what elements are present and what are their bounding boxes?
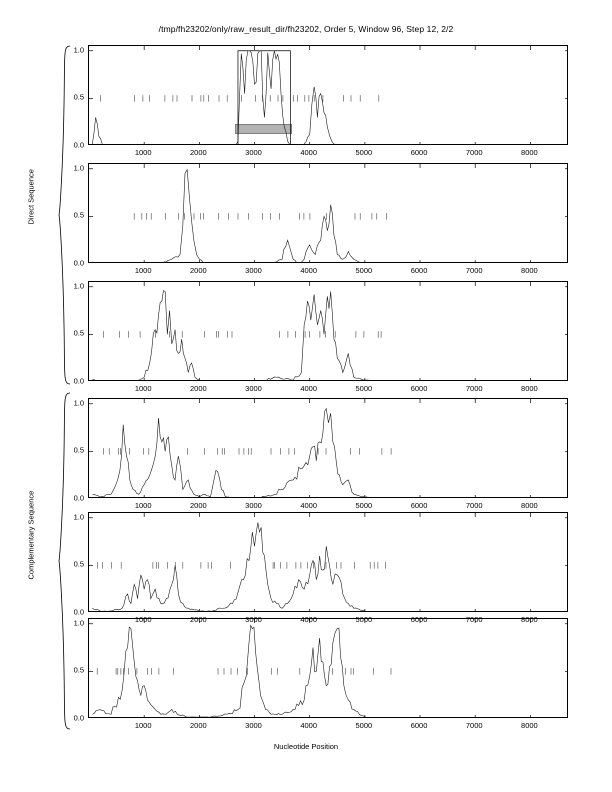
y-tick-label: 1.0 [73,398,84,408]
series-canvas-6 [89,619,568,718]
series-line-score [92,625,563,718]
x-tick-label: 7000 [465,501,483,510]
y-tick-label: 0.5 [73,328,84,338]
x-tick-label: 4000 [300,384,318,393]
x-tick-label: 3000 [245,148,262,157]
y-tick-label: 0.5 [73,665,84,675]
x-tick-label: 6000 [410,384,428,393]
x-tick-label: 1000 [134,501,152,510]
x-tick-label: 4000 [300,501,318,510]
x-tick-label: 2000 [190,148,207,157]
y-axis-title-direct [26,169,36,225]
x-tick-label: 4000 [300,266,318,275]
x-tick-label: 6000 [410,266,428,275]
y-tick-label: 1.0 [73,512,84,522]
plot-area-3 [88,281,568,381]
y-axis-title-complementary [26,490,36,580]
x-tick-label: 2000 [190,384,207,393]
y-tick-label: 0.0 [73,376,84,386]
series-line-score [92,291,563,381]
series-canvas-5 [89,513,568,612]
x-tick-label: 3000 [245,384,262,393]
x-tick-label: 5000 [355,148,373,157]
feature-tick-row-5 [98,562,386,568]
y-tick-label: 0.5 [73,445,84,455]
plot-panel-2 [73,163,568,275]
x-tick-label: 2000 [190,615,207,624]
plot-area-6 [88,618,568,718]
x-tick-label: 8000 [521,615,538,624]
series-line-score [92,523,563,612]
x-tick-label: 7000 [465,721,483,730]
x-tick-label: 1000 [134,148,152,157]
y-tick-label: 1.0 [73,45,84,55]
y-tick-label: 0.0 [73,713,84,723]
feature-tick-row-2 [134,213,386,219]
x-tick-label: 8000 [521,266,538,275]
x-tick-label: 5000 [355,501,373,510]
plot-area-2 [88,163,568,263]
series-canvas-2 [89,164,568,263]
series-line-score [92,51,563,145]
x-tick-label: 2000 [190,721,207,730]
x-tick-label: 5000 [355,615,373,624]
x-tick-label: 2000 [190,266,207,275]
plot-panel-1 [73,45,568,157]
y-tick-label: 0.5 [73,559,84,569]
feature-tick-row-3 [103,331,381,337]
y-axis-title-direct-label: Direct Sequence [26,169,36,225]
x-tick-label: 3000 [245,721,262,730]
y-tick-label: 0.0 [73,607,84,617]
x-tick-label: 1000 [134,615,152,624]
x-tick-label: 8000 [521,148,538,157]
x-tick-label: 3000 [245,501,262,510]
x-tick-label: 3000 [245,266,262,275]
y-tick-label: 1.0 [73,163,84,173]
x-tick-label: 5000 [355,721,373,730]
x-tick-label: 7000 [465,384,483,393]
x-tick-label: 7000 [465,148,483,157]
plot-panel-6 [73,618,568,730]
x-tick-label: 8000 [521,384,538,393]
feature-tick-row-4 [104,448,392,454]
plot-panel-4 [73,398,568,510]
x-tick-label: 7000 [465,615,483,624]
x-tick-label: 5000 [355,266,373,275]
series-canvas-1 [89,46,568,145]
x-tick-label: 6000 [410,721,428,730]
x-tick-label: 2000 [190,501,207,510]
y-tick-label: 0.5 [73,92,84,102]
series-line-score [92,170,563,263]
x-tick-label: 1000 [134,384,152,393]
x-tick-label: 6000 [410,501,428,510]
x-tick-label: 8000 [521,721,538,730]
x-tick-label: 1000 [134,266,152,275]
y-axis-title-complementary-label: Complementary Sequence [26,490,36,580]
plot-area-5 [88,512,568,612]
series-line-score [92,409,563,498]
series-canvas-3 [89,282,568,381]
x-tick-label: 4000 [300,148,318,157]
brace-direct [58,45,72,385]
x-tick-label: 6000 [410,615,428,624]
x-tick-label: 3000 [245,615,262,624]
y-tick-label: 1.0 [73,618,84,628]
x-tick-label: 4000 [300,615,318,624]
x-axis-title: Nucleotide Position [273,742,339,751]
y-tick-label: 0.0 [73,258,84,268]
x-tick-label: 1000 [134,721,152,730]
series-canvas-4 [89,399,568,498]
plot-area-1 [88,45,568,145]
y-tick-label: 0.5 [73,210,84,220]
x-tick-label: 5000 [355,384,373,393]
plot-panel-3 [73,281,568,393]
brace-complementary [58,392,72,730]
plot-panel-5 [73,512,568,624]
x-tick-label: 7000 [465,266,483,275]
plot-area-4 [88,398,568,498]
feature-tick-row-6 [97,668,391,674]
x-tick-label: 4000 [300,721,318,730]
x-tick-label: 6000 [410,148,428,157]
figure-title: /tmp/fh23202/only/raw_result_dir/fh23202, Order 5, Window 96, Step 12, 2/2 [158,24,454,34]
y-tick-label: 0.0 [73,140,84,150]
y-tick-label: 0.0 [73,493,84,503]
y-tick-label: 1.0 [73,281,84,291]
x-tick-label: 8000 [521,501,538,510]
